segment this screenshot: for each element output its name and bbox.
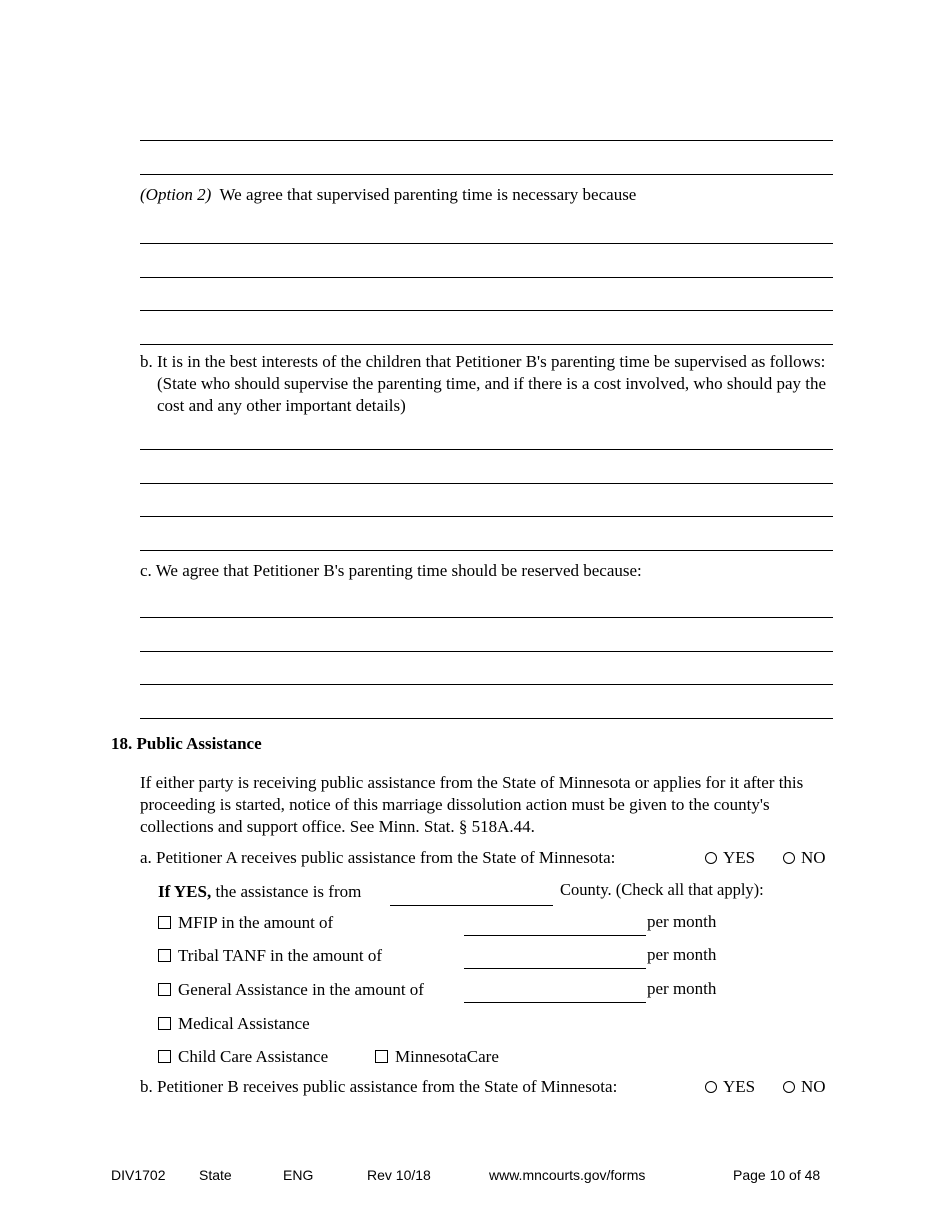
petitioner-a-yes-option[interactable]: YES (705, 847, 755, 869)
radio-icon[interactable] (783, 852, 795, 864)
answer-line[interactable] (140, 550, 833, 551)
footer-page-number: Page 10 of 48 (733, 1167, 821, 1183)
mfip-amount-input[interactable] (464, 935, 646, 936)
answer-line[interactable] (140, 449, 833, 450)
footer-language: ENG (283, 1167, 314, 1183)
minnesotacare-option[interactable]: MinnesotaCare (375, 1046, 499, 1068)
checkbox-icon[interactable] (375, 1050, 388, 1063)
tribal-tanf-amount-input[interactable] (464, 968, 646, 969)
per-month-label: per month (647, 945, 717, 964)
radio-icon[interactable] (783, 1081, 795, 1093)
footer-website: www.mncourts.gov/forms (489, 1167, 646, 1183)
tribal-tanf-option[interactable]: Tribal TANF in the amount of (158, 945, 382, 967)
general-assistance-option[interactable]: General Assistance in the amount of (158, 979, 424, 1001)
mfip-option[interactable]: MFIP in the amount of (158, 912, 333, 934)
answer-line[interactable] (140, 243, 833, 244)
option2-label: (Option 2) (140, 185, 212, 204)
option2-statement (140, 184, 636, 206)
county-text: County. (Check all that apply): (560, 880, 764, 899)
county-input[interactable] (390, 905, 553, 906)
per-month-label: per month (647, 912, 717, 931)
child-care-option[interactable]: Child Care Assistance (158, 1046, 328, 1068)
answer-line[interactable] (140, 617, 833, 618)
petitioner-b-no-option[interactable]: NO (783, 1076, 826, 1098)
item-c-text: c. We agree that Petitioner B's parenting time should be reserved because: (140, 561, 642, 580)
radio-icon[interactable] (705, 1081, 717, 1093)
checkbox-icon[interactable] (158, 1017, 171, 1030)
petitioner-b-question: b. Petitioner B receives public assistance from the State of Minnesota: (140, 1077, 618, 1096)
if-yes-label: If YES, the assistance is from (158, 882, 362, 901)
per-month-label: per month (647, 979, 717, 998)
answer-line[interactable] (140, 516, 833, 517)
option2-text: We agree that supervised parenting time is necessary because (219, 185, 637, 204)
answer-line[interactable] (140, 718, 833, 719)
answer-line[interactable] (140, 344, 833, 345)
checkbox-icon[interactable] (158, 1050, 171, 1063)
answer-line[interactable] (140, 651, 833, 652)
answer-line[interactable] (140, 310, 833, 311)
answer-line[interactable] (140, 140, 833, 141)
petitioner-a-no-option[interactable]: NO (783, 847, 826, 869)
section-18-heading: 18. Public Assistance (111, 734, 262, 753)
checkbox-icon[interactable] (158, 916, 171, 929)
checkbox-icon[interactable] (158, 949, 171, 962)
petitioner-a-question: a. Petitioner A receives public assistance from the State of Minnesota: (140, 848, 616, 867)
answer-line[interactable] (140, 684, 833, 685)
footer-jurisdiction: State (199, 1167, 232, 1183)
medical-assistance-option[interactable]: Medical Assistance (158, 1013, 310, 1035)
answer-line[interactable] (140, 277, 833, 278)
footer-form-id: DIV1702 (111, 1167, 166, 1183)
checkbox-icon[interactable] (158, 983, 171, 996)
petitioner-b-yes-option[interactable]: YES (705, 1076, 755, 1098)
radio-icon[interactable] (705, 852, 717, 864)
section-18-intro: If either party is receiving public assistance from the State of Minnesota or applies for it after this proceeding is started, notice of this marriage dissolution action must be given to the county's collections and support office. See Minn. Stat. § 518A.44. (140, 773, 804, 836)
item-b-text: b. It is in the best interests of the children that Petitioner B's parenting time be supervised as follows: (State who should supervise the parenting time, and if there is a cost involved, who should pay the cost and any other important details) (140, 352, 827, 415)
general-assistance-amount-input[interactable] (464, 1002, 646, 1003)
answer-line[interactable] (140, 483, 833, 484)
footer-revision: Rev 10/18 (367, 1167, 431, 1183)
answer-line[interactable] (140, 174, 833, 175)
